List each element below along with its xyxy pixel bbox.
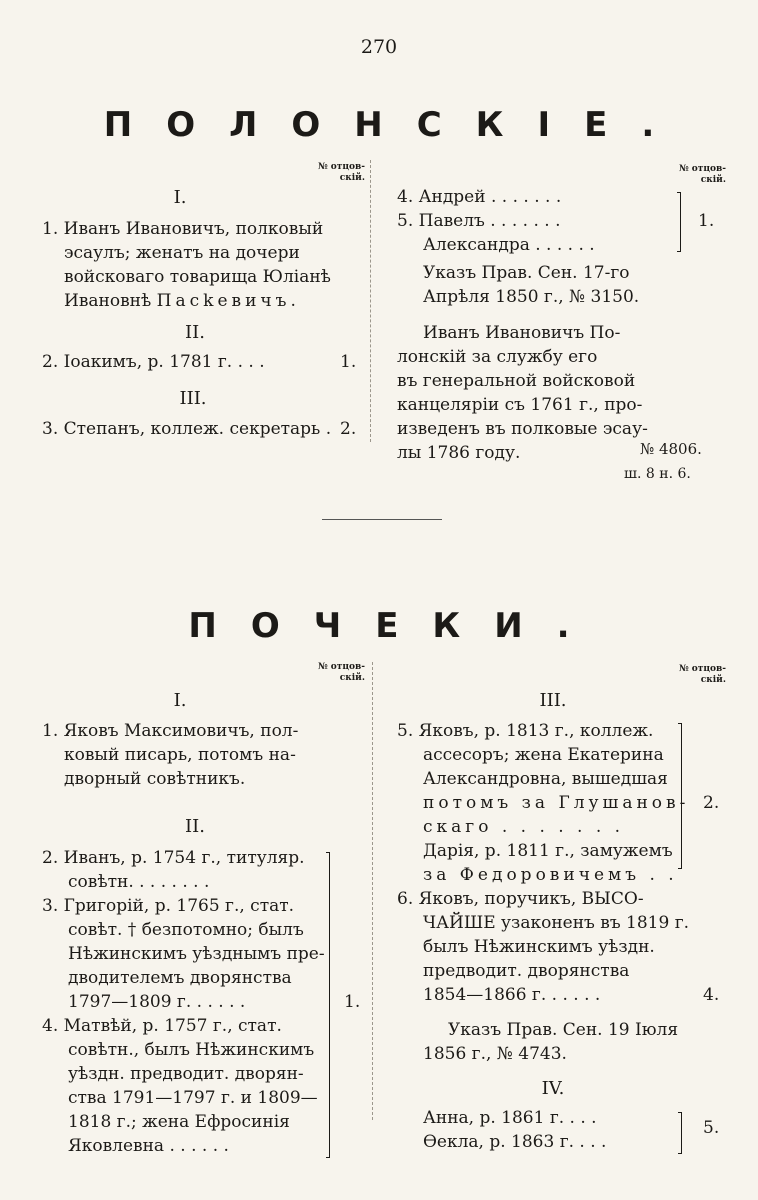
entry-line: 1818 г.; жена Ефросинія bbox=[68, 1112, 290, 1132]
generation-heading: IV. bbox=[541, 1078, 565, 1099]
entry-line: уѣздн. предводит. дворян- bbox=[68, 1064, 304, 1084]
entry-line: 1. Яковъ Максимовичъ, пол- bbox=[42, 721, 299, 741]
entry-line: 1797—1809 г. . . . . . bbox=[68, 992, 246, 1012]
decree-line: Указъ Прав. Сен. 17-го bbox=[423, 263, 630, 283]
brace bbox=[678, 1112, 682, 1154]
entry-line: предводит. дворянства bbox=[423, 961, 630, 981]
entry-line: дворный совѣтникъ. bbox=[64, 769, 246, 789]
decree-line: Указъ Прав. Сен. 19 Іюля bbox=[448, 1020, 679, 1040]
column-header-right: № отцов- скій. bbox=[678, 164, 726, 185]
bio-line: лы 1786 году. bbox=[397, 443, 521, 463]
entry-line: Яковлевна . . . . . . bbox=[68, 1136, 229, 1156]
child-entry: 5. Павелъ . . . . . . . bbox=[397, 211, 561, 231]
page-number: 270 bbox=[360, 36, 398, 58]
decree-line: Апрѣля 1850 г., № 3150. bbox=[423, 287, 640, 307]
column-divider bbox=[372, 662, 373, 1120]
entry-line: за Федоровичемъ . . bbox=[423, 865, 678, 885]
entry-line: ассесоръ; жена Екатерина bbox=[423, 745, 664, 765]
entry-line: дводителемъ дворянства bbox=[68, 968, 292, 988]
reference-shelf: ш. 8 н. 6. bbox=[624, 466, 691, 482]
entry-line: скаго . . . . . . . bbox=[423, 817, 625, 837]
brace bbox=[678, 723, 682, 869]
entry-1-line-1: 1. Иванъ Ивановичъ, полковый bbox=[42, 219, 324, 239]
entry-2-father-number: 1. bbox=[340, 352, 357, 372]
column-header-left: № отцов- скій. bbox=[317, 162, 365, 183]
bio-line: лонскій за службу его bbox=[397, 347, 598, 367]
entry-2: 2. Іоакимъ, р. 1781 г. . . . bbox=[42, 352, 265, 372]
generation-heading: III. bbox=[179, 388, 207, 409]
children-father-number: 5. bbox=[703, 1118, 720, 1138]
entry-line: Дарія, р. 1811 г., замужемъ bbox=[423, 841, 673, 861]
brace bbox=[326, 852, 330, 1158]
children-father-number: 1. bbox=[698, 211, 715, 231]
entry-line: 6. Яковъ, поручикъ, ВЫСО- bbox=[397, 889, 644, 909]
child-entry: 4. Андрей . . . . . . . bbox=[397, 187, 562, 207]
entry-line: ства 1791—1797 г. и 1809— bbox=[68, 1088, 318, 1108]
entry-line: 1854—1866 г. . . . . . bbox=[423, 985, 601, 1005]
entry-5-father-number: 2. bbox=[703, 793, 720, 813]
reference-number: № 4806. bbox=[640, 440, 702, 458]
entry-line: совѣтн., былъ Нѣжинскимъ bbox=[68, 1040, 315, 1060]
entry-line: ЧАЙШЕ узаконенъ въ 1819 г. bbox=[423, 913, 690, 933]
entry-line: совѣтн. . . . . . . . bbox=[68, 872, 210, 892]
child-entry: Александра . . . . . . bbox=[423, 235, 595, 255]
entry-line: Нѣжинскимъ уѣзднымъ пре- bbox=[68, 944, 325, 964]
entry-1-line-4: Ивановнѣ Пасkевичъ. bbox=[64, 291, 300, 311]
section-title-polonskie: ПОЛОНСКІЕ. bbox=[103, 105, 689, 145]
entry-line: потомъ за Глушанов- bbox=[423, 793, 690, 813]
entry-1-line-2: эсаулъ; женатъ на дочери bbox=[64, 243, 300, 263]
entry-line: Александровна, вышедшая bbox=[423, 769, 668, 789]
bio-line: Иванъ Ивановичъ По- bbox=[423, 323, 621, 343]
column-header-left: № отцов- скій. bbox=[317, 662, 365, 683]
entry-line: 2. Иванъ, р. 1754 г., титуляр. bbox=[42, 848, 305, 868]
entry-line: совѣт. † безпотомно; былъ bbox=[68, 920, 304, 940]
entry-1-line-3: войсковаго товарища Юліанѣ bbox=[64, 267, 331, 287]
generation-heading: III. bbox=[539, 690, 567, 711]
bio-line: изведенъ въ полковые эсау- bbox=[397, 419, 648, 439]
decree-line: 1856 г., № 4743. bbox=[423, 1044, 567, 1064]
section-title-pocheki: ПОЧЕКИ. bbox=[188, 606, 604, 646]
entry-6-father-number: 4. bbox=[703, 985, 720, 1005]
column-header-right: № отцов- скій. bbox=[678, 664, 726, 685]
surname-spaced: Пасkевичъ. bbox=[156, 291, 300, 311]
entry-3: 3. Степанъ, коллеж. секретарь . bbox=[42, 419, 332, 439]
bio-line: въ генеральной войсковой bbox=[397, 371, 636, 391]
group-father-number: 1. bbox=[344, 992, 361, 1012]
entry-line: былъ Нѣжинскимъ уѣздн. bbox=[423, 937, 655, 957]
entry-3-father-number: 2. bbox=[340, 419, 357, 439]
child-entry: Ѳекла, р. 1863 г. . . . bbox=[423, 1132, 607, 1152]
entry-line: 4. Матвѣй, р. 1757 г., стат. bbox=[42, 1016, 282, 1036]
column-divider bbox=[370, 160, 371, 442]
bio-line: канцеляріи съ 1761 г., про- bbox=[397, 395, 643, 415]
entry-line: 3. Григорій, р. 1765 г., стат. bbox=[42, 896, 295, 916]
child-entry: Анна, р. 1861 г. . . . bbox=[423, 1108, 597, 1128]
generation-heading: I. bbox=[173, 187, 187, 208]
brace bbox=[677, 192, 681, 252]
generation-heading: I. bbox=[173, 690, 187, 711]
generation-heading: II. bbox=[185, 322, 205, 343]
section-separator bbox=[322, 519, 442, 520]
entry-line: 5. Яковъ, р. 1813 г., коллеж. bbox=[397, 721, 654, 741]
entry-line: ковый писарь, потомъ на- bbox=[64, 745, 296, 765]
generation-heading: II. bbox=[185, 816, 205, 837]
